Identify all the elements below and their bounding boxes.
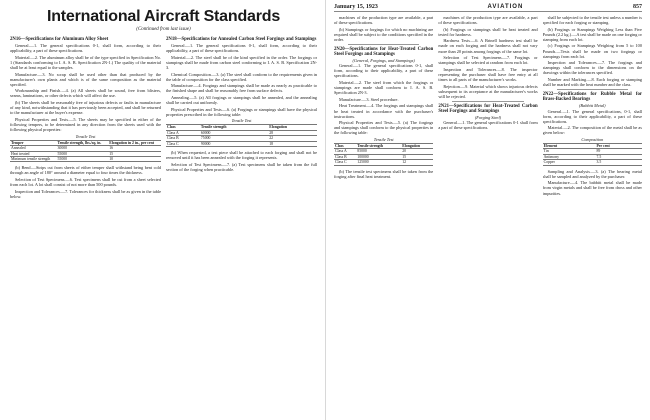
- table-cell: 90000: [200, 141, 268, 146]
- right-column-3: [543, 15, 642, 420]
- table-cell: Minimum tensile strength: [10, 156, 57, 161]
- table-header-cell: Elongation: [401, 144, 433, 149]
- paragraph: Number and Marking.—8. Each forging or stamping shall be marked with the heat number and the class.: [542, 77, 642, 88]
- left-column-1: [10, 35, 161, 420]
- spec-subheading: (Forging Steel): [474, 115, 502, 121]
- table-cell: 55000: [57, 151, 109, 156]
- table-cell: 89: [595, 149, 642, 154]
- paragraph: Workmanship and Finish.—4. (a) All sheets shall be sound, free from blisters, seams, laminations, or other defects which will affect the use.: [10, 88, 161, 99]
- paragraph: Hardness Tests.—6. A Brinell hardness test shall be made on each forging and the hardness shall not vary more than 20 points among forgings of the same lot.: [438, 38, 538, 54]
- paragraph: Annealing.—5. (a) All forgings or stampings shall be annealed, and the annealing shall be carried out uniformly.: [166, 94, 317, 106]
- table-cell: 10: [108, 156, 161, 161]
- table-row: [166, 141, 317, 146]
- table-cell: 18: [268, 141, 317, 146]
- paragraph: Physical Properties and Tests.—5. (a) The forgings and stampings shall conform to the physical properties in the following table:: [334, 120, 434, 136]
- paragraph: General.—1. The general specifications, 0-1, shall form, according to their applicability, a part of these specifications.: [542, 108, 642, 124]
- table-cell: 15: [108, 151, 161, 156]
- table-row: [334, 160, 433, 165]
- paragraph: Material.—2. The composition of the metal shall be as given below:: [542, 125, 642, 136]
- spec-subheading: (General, Forgings, and Stampings): [352, 58, 415, 64]
- page-title: International Aircraft Standards: [46, 8, 281, 25]
- left-columns: [10, 35, 317, 420]
- paragraph: (c) Forgings or Stampings Weighing from 5 to 100 Pounds.—Tests shall be made on two forgings or stampings from each lot.: [542, 43, 642, 59]
- section-divider: [452, 101, 523, 102]
- table-header-cell: Elongation: [268, 125, 317, 130]
- tensile-table: [166, 124, 317, 147]
- table-cell: 75000: [200, 136, 268, 141]
- table-cell: 100000: [356, 154, 401, 159]
- table-cell: 125000: [356, 160, 401, 165]
- paragraph: Inspection and Tolerances.—8. The inspector representing the purchaser shall have free entry at all times to all parts of the manufacturer's works.: [438, 66, 538, 83]
- paragraph: Manufacture.—4. The babbitt metal shall be made from virgin metals and shall be free from dross and other impurities.: [542, 180, 642, 196]
- issue-date: January 15, 1923: [334, 4, 378, 10]
- table-cell: 60000: [200, 130, 268, 135]
- section-divider: [348, 44, 419, 45]
- table-cell: Class A: [166, 130, 200, 135]
- right-column-1: [334, 15, 433, 420]
- table-cell: Class B: [334, 154, 356, 159]
- table-cell: Annealed: [10, 146, 57, 151]
- table-header-cell: Per cent: [595, 144, 642, 149]
- paragraph: Selection of Test Specimens.—7. (a) Test specimens shall be taken from the full section of the forging when practicable.: [166, 161, 317, 172]
- paragraph: machines of the production type are available, a part of these specifications.: [334, 15, 434, 26]
- table-cell: 55000: [57, 156, 109, 161]
- paragraph: (b) Forgings or Stampings Weighing Less than Five Pounds (2.2 kg.).—A test shall be made on one forging or stamping from each lot.: [542, 26, 642, 42]
- paragraph: General.—1. The general specifications 0-1, shall form, according to their applicability, a part of these specifications.: [10, 43, 161, 54]
- table-cell: Class A: [334, 149, 356, 154]
- table-caption: Tensile Test: [75, 133, 96, 139]
- spec-heading: 2N18—Specifications for Annealed Carbon Steel Forgings and Stampings: [166, 37, 317, 42]
- right-columns: [334, 15, 642, 420]
- right-column-2: [438, 15, 537, 420]
- paragraph: Material.—2. The steel shall be of the kind specified in the order. The forgings or stampings shall be made from carbon steel conforming to I. A. S. B. Specification 2N-3.: [166, 54, 317, 70]
- spec-heading: 2N16—Specifications for Aluminum Alloy Sheet: [10, 37, 109, 42]
- paragraph: Inspection and Tolerances.—7. Tolerances for thickness shall be as given in the table below.: [10, 188, 161, 199]
- left-column-2: [166, 35, 317, 420]
- table-cell: Class C: [166, 141, 200, 146]
- paragraph: Manufacture.—3. Steel procedure.: [339, 96, 399, 102]
- paragraph: (b) Stampings or forgings for which no machining are required shall be subject to the conditions specified in the order.: [334, 26, 434, 42]
- paragraph: Physical Properties and Tests.—6. (a) Forgings or stampings shall have the physical properties prescribed in the following table:: [166, 106, 317, 117]
- table-row: [10, 156, 161, 161]
- composition-table: [543, 143, 642, 166]
- paragraph: Chemical Composition.—3. (a) The steel shall conform to the requirements given in the table of composition for the class specified.: [166, 71, 317, 82]
- paragraph: Inspection and Tolerances.—7. The forgings and stampings shall conform to the dimensions on the drawings within the tolerances specified.: [542, 60, 642, 76]
- paragraph: Rejection.—9. Material which shows injurious defects subsequent to its acceptance at the manufacturer's works will be rejected.: [438, 83, 538, 99]
- table-cell: Antimony: [543, 154, 596, 159]
- table-header-cell: Tensile strength: [356, 144, 401, 149]
- table-cell: 7.5: [595, 154, 642, 159]
- table-cell: Class B: [166, 136, 200, 141]
- paragraph: (b) The tensile test specimens shall be taken from the forging after final heat treatment.: [334, 168, 434, 179]
- table-cell: Copper: [543, 160, 596, 165]
- table-cell: 20: [401, 149, 433, 154]
- table-header-cell: Elongation in 2 in., per cent: [108, 140, 161, 145]
- table-header-cell: Tensile strength, lbs./sq. in.: [57, 140, 109, 145]
- paragraph: (b) Bend.—Strips cut from sheets of either temper shall withstand being bent cold through an angle of 180° around a diameter equal to four times the thickness.: [10, 165, 161, 176]
- table-caption: Composition: [581, 136, 604, 142]
- table-caption: Tensile Test: [373, 136, 394, 142]
- paragraph: (b) Forgings or stampings shall be heat treated and tested for hardness.: [438, 26, 538, 37]
- table-cell: 85000: [356, 149, 401, 154]
- spec-heading: 2N21—Specifications for Heat-Treated Carbon Steel Forgings and Stampings: [438, 103, 538, 114]
- spec-heading: 2N20—Specifications for Heat-Treated Carbon Steel Forgings and Stampings: [334, 46, 434, 58]
- table-cell: Heat treated: [10, 151, 57, 156]
- spec-heading: 2N22—Specifications for Rubble Metal for Brass-Backed Bearings: [542, 92, 642, 103]
- section-divider: [557, 89, 628, 90]
- paragraph: Selection of Test Specimens.—7. Forgings or stampings shall be selected at random from each lot.: [438, 55, 538, 66]
- paragraph: Selection of Test Specimens.—6. Test specimens shall be cut from a sheet selected from each lot. A lot shall consist of not more than 500 pounds.: [10, 177, 161, 188]
- paragraph: Sampling and Analysis.—3. (a) The bearing metal shall be sampled and analyzed by the purchaser.: [542, 168, 642, 179]
- paragraph: (b) The sheets shall be reasonably free of injurious defects or faults in manufacture of any kind, notwithstanding that it has previously been accepted, and shall be returned to the manufacturer at the buyer's expense.: [10, 100, 161, 116]
- paragraph: Manufacture.—3. No scrap shall be used other than that produced by the manufacturer's own plants and which is of the same composition as the material specified.: [10, 71, 161, 87]
- magazine-name: AVIATION: [487, 4, 524, 10]
- table-cell: 30000: [57, 146, 109, 151]
- table-caption: Tensile Test: [231, 118, 252, 124]
- tensile-table: [334, 143, 433, 166]
- paragraph: machines of the production type are available, a part of these specifications.: [438, 15, 538, 26]
- spec-subheading: (Babbitt Metal): [579, 103, 606, 109]
- right-page: [325, 0, 650, 420]
- table-cell: 15: [401, 154, 433, 159]
- paragraph: Manufacture.—4. Forgings and stampings shall be made as nearly as practicable to the finished shape and shall be reasonably free from surface defects.: [166, 83, 317, 94]
- paragraph: General.—1. The general specifications 0-1, shall form, according to their applicability, a part of these specifications.: [334, 63, 434, 79]
- tensile-table: [10, 140, 161, 163]
- table-cell: Class C: [334, 160, 356, 165]
- continued-note: (Continued from last issue): [136, 27, 191, 32]
- paragraph: Heat Treatment.—4. The forgings and stampings shall be heat treated in accordance with the purchaser's instructions.: [334, 103, 434, 119]
- paragraph: shall be subjected to the tensile test unless a number is specified for each forging or stamping.: [542, 15, 642, 26]
- paragraph: Physical Properties and Tests.—5. The sheets may be specified in either of the following tempers, to be determined in any direction from the sheets used with the following physical properties:: [10, 116, 161, 132]
- paragraph: Material.—2. The aluminum alloy shall be of the type specified in Specification No. 1 (Standards conforming to I. A. S. B. Specification 2N-1.) The quality of the material shall be at least equal to the samples.: [10, 54, 161, 70]
- paragraph: (b) When requested, a test piece shall be attached to each forging and shall not be removed until it has been annealed with the forging it represents.: [166, 150, 317, 161]
- paragraph: General.—1. The general specifications 0-1, shall form, according to their applicability, a part of these specifications.: [166, 43, 317, 54]
- table-cell: 3.5: [595, 160, 642, 165]
- page-number: 857: [633, 4, 642, 10]
- table-cell: Tin: [543, 149, 596, 154]
- table-header-cell: Tensile strength: [200, 125, 268, 130]
- table-row: [543, 160, 642, 165]
- table-cell: 28: [268, 130, 317, 135]
- table-header-cell: Class: [334, 144, 356, 149]
- running-head: [334, 4, 642, 12]
- table-cell: 22: [268, 136, 317, 141]
- table-header-cell: Temper: [10, 140, 57, 145]
- table-cell: 16: [108, 146, 161, 151]
- table-header-cell: Class: [166, 125, 200, 130]
- paragraph: Material.—2. The steel from which the forgings or stampings are made shall conform to I. A. S. B. Specification 2N-3.: [334, 80, 434, 96]
- table-cell: 12: [401, 160, 433, 165]
- table-header-cell: Element: [543, 144, 596, 149]
- paragraph: General.—1. The general specifications 0-1 shall form a part of these specifications.: [438, 120, 538, 131]
